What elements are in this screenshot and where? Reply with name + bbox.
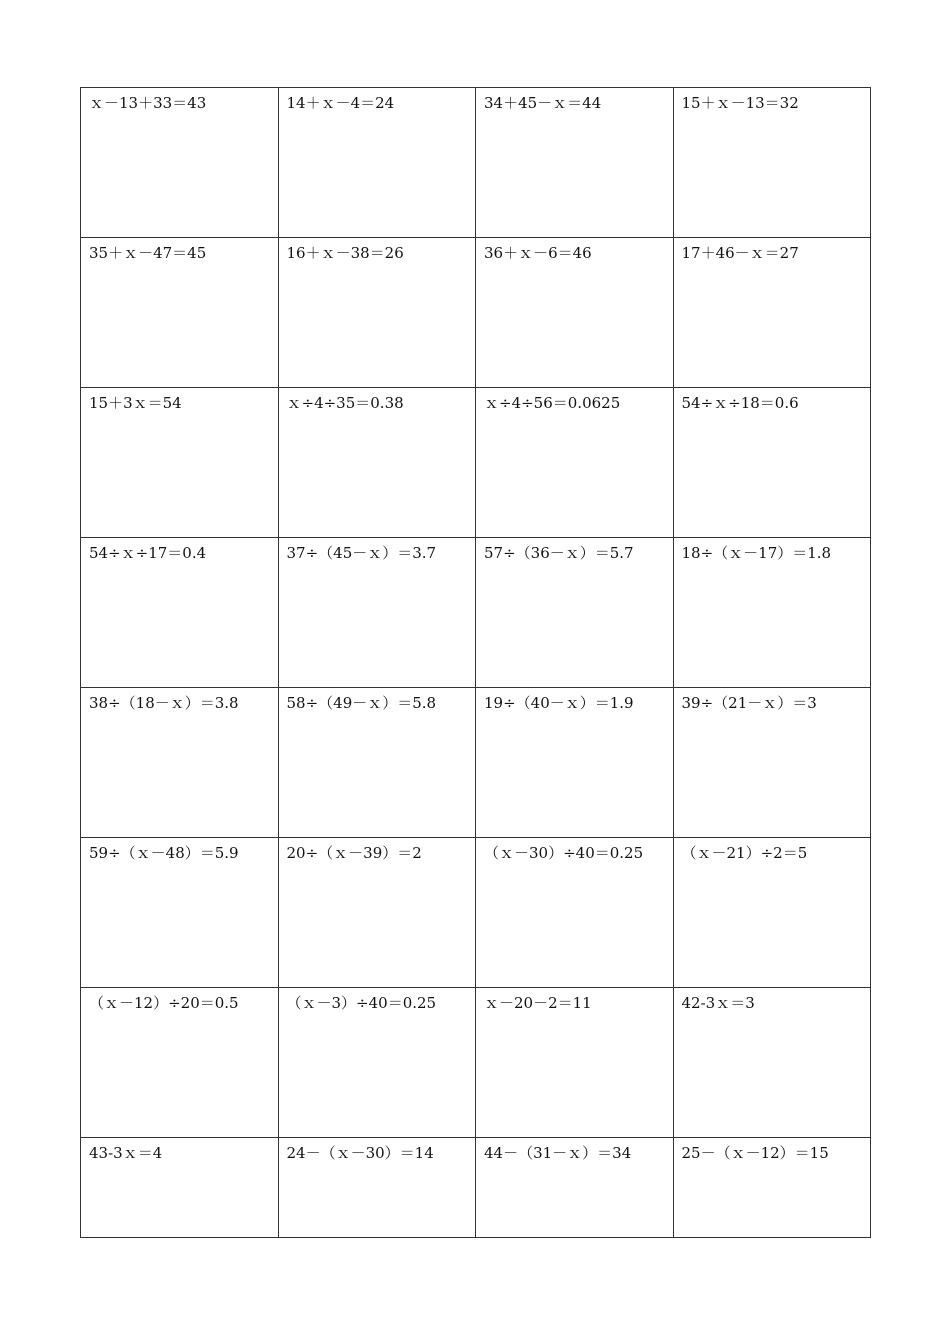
equation-cell: 58÷（49－ｘ）＝5.8 — [278, 688, 476, 838]
table-row — [81, 88, 871, 238]
equation-cell: ｘ÷4÷56＝0.0625 — [476, 388, 674, 538]
equation-cell: 43-3ｘ＝4 — [81, 1138, 279, 1238]
table-row — [81, 688, 871, 838]
equation-cell: ｘ－13＋33＝43 — [81, 88, 279, 238]
equation-cell: ｘ－20－2＝11 — [476, 988, 674, 1138]
equation-cell: （ｘ－12）÷20＝0.5 — [81, 988, 279, 1138]
equation-cell: 16＋ｘ－38＝26 — [278, 238, 476, 388]
equation-cell: 24－（ｘ－30）＝14 — [278, 1138, 476, 1238]
equation-cell: 37÷（45－ｘ）＝3.7 — [278, 538, 476, 688]
equation-cell: （ｘ－21）÷2＝5 — [673, 838, 871, 988]
table-row — [81, 1138, 871, 1238]
table-row — [81, 538, 871, 688]
equation-cell: （ｘ－3）÷40＝0.25 — [278, 988, 476, 1138]
equation-cell: 42-3ｘ＝3 — [673, 988, 871, 1138]
equation-cell: 36＋ｘ－6＝46 — [476, 238, 674, 388]
equation-cell: 18÷（ｘ－17）＝1.8 — [673, 538, 871, 688]
table-row — [81, 988, 871, 1138]
equation-cell: 39÷（21－ｘ）＝3 — [673, 688, 871, 838]
equation-cell: 57÷（36－ｘ）＝5.7 — [476, 538, 674, 688]
equation-cell: 17＋46－ｘ＝27 — [673, 238, 871, 388]
equation-cell: 15＋3ｘ＝54 — [81, 388, 279, 538]
equation-cell: 54÷ｘ÷17＝0.4 — [81, 538, 279, 688]
equation-cell: 44－（31－ｘ）＝34 — [476, 1138, 674, 1238]
equation-cell: 14＋ｘ－4＝24 — [278, 88, 476, 238]
equation-cell: 38÷（18－ｘ）＝3.8 — [81, 688, 279, 838]
equation-cell: 34＋45－ｘ＝44 — [476, 88, 674, 238]
equation-cell: 54÷ｘ÷18＝0.6 — [673, 388, 871, 538]
equation-cell: 19÷（40－ｘ）＝1.9 — [476, 688, 674, 838]
equation-cell: 15＋ｘ－13＝32 — [673, 88, 871, 238]
equation-cell: ｘ÷4÷35＝0.38 — [278, 388, 476, 538]
equation-cell: 35＋ｘ－47＝45 — [81, 238, 279, 388]
table-row — [81, 838, 871, 988]
equation-worksheet-table — [80, 87, 871, 1238]
table-row — [81, 238, 871, 388]
equation-cell: （ｘ－30）÷40＝0.25 — [476, 838, 674, 988]
equation-cell: 20÷（ｘ－39）＝2 — [278, 838, 476, 988]
table-row — [81, 388, 871, 538]
equation-cell: 59÷（ｘ－48）＝5.9 — [81, 838, 279, 988]
equation-cell: 25－（ｘ－12）＝15 — [673, 1138, 871, 1238]
